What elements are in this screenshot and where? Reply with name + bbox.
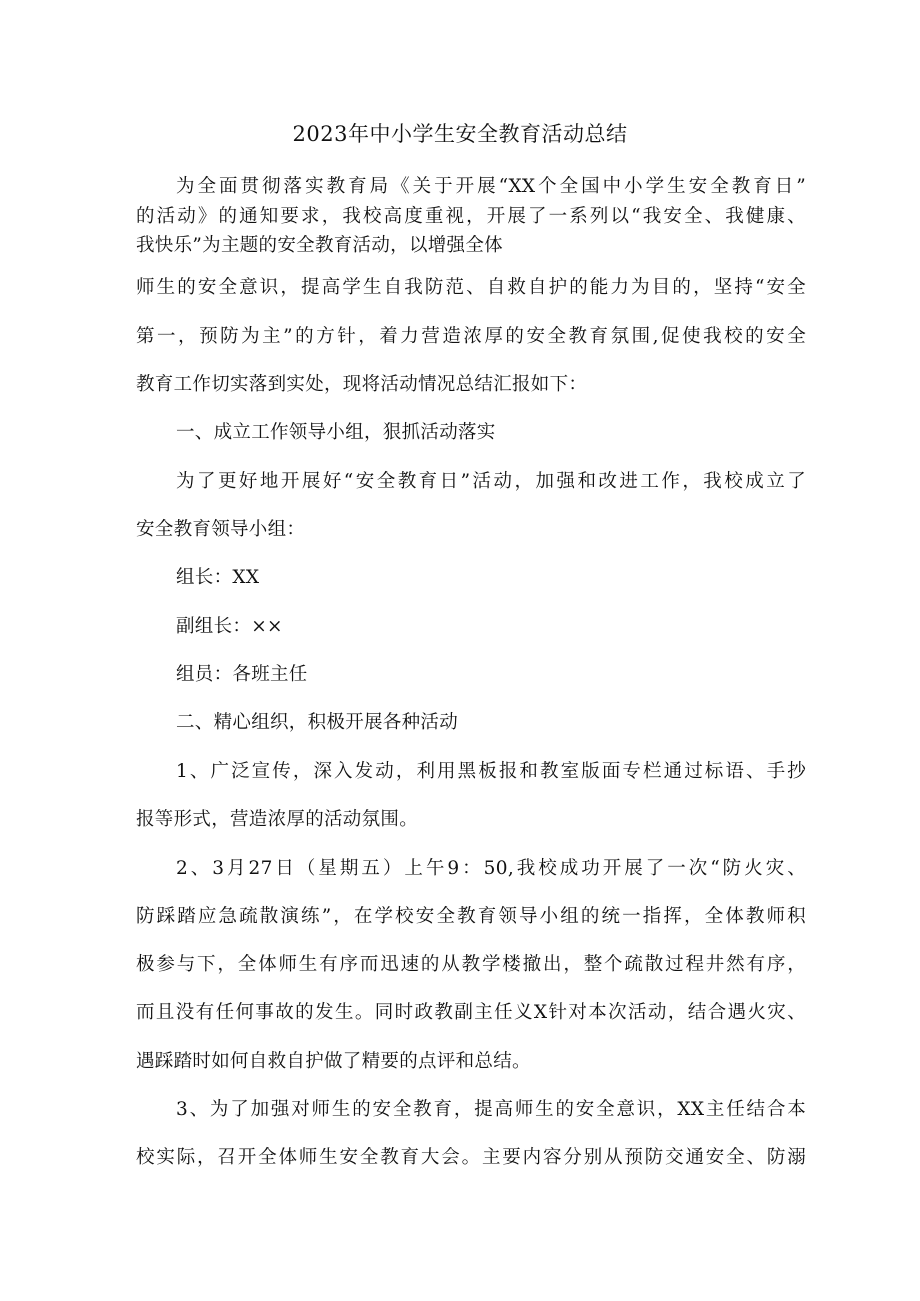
paragraph-line: 安全教育领导小组： <box>136 519 306 540</box>
paragraph-line: 遇踩踏时如何自救自护做了精要的点评和总结。 <box>136 1051 531 1072</box>
members-line: 组员：各班主任 <box>176 664 308 685</box>
paragraph-line: 1、广泛宣传，深入发动，利用黑板报和教室版面专栏通过标语、手抄 <box>176 761 806 782</box>
document-title: 2023年中小学生安全教育活动总结 <box>292 122 628 146</box>
paragraph-line: 报等形式，营造浓厚的活动氛围。 <box>136 809 419 830</box>
paragraph-line: 而且没有任何事故的发生。同时政教副主任义X针对本次活动，结合遇火灾、 <box>136 1002 806 1023</box>
section-heading: 二、精心组织，积极开展各种活动 <box>176 712 459 733</box>
paragraph-line: 2、3月27日（星期五）上午9：50,我校成功开展了一次“防火灾、 <box>176 858 806 879</box>
paragraph-line: 防踩踏应急疏散演练”，在学校安全教育领导小组的统一指挥，全体教师积 <box>136 906 806 927</box>
deputy-leader-line: 副组长：×× <box>176 616 283 637</box>
paragraph-line: 第一，预防为主”的方针，着力营造浓厚的安全教育氛围,促使我校的安全 <box>136 326 806 347</box>
paragraph-line: 极参与下，全体师生有序而迅速的从教学楼撤出，整个疏散过程井然有序， <box>136 954 806 975</box>
paragraph-line: 教育工作切实落到实处，现将活动情况总结汇报如下： <box>136 374 588 395</box>
paragraph-line: 师生的安全意识，提高学生自我防范、自救自护的能力为目的，坚持“安全 <box>136 277 806 298</box>
paragraph-line: 校实际，召开全体师生安全教育大会。主要内容分别从预防交通安全、防溺 <box>136 1147 806 1168</box>
leader-line: 组长：XX <box>176 567 260 588</box>
paragraph-line: 为了更好地开展好“安全教育日”活动，加强和改进工作，我校成立了 <box>176 471 806 492</box>
paragraph-line: 我快乐”为主题的安全教育活动，以增强全体 <box>136 235 503 256</box>
paragraph-line: 3、为了加强对师生的安全教育，提高师生的安全意识，XX主任结合本 <box>176 1099 806 1120</box>
section-heading: 一、成立工作领导小组，狠抓活动落实 <box>176 422 496 443</box>
paragraph-line: 为全面贯彻落实教育局《关于开展“XX个全国中小学生安全教育日” <box>176 176 806 197</box>
paragraph-line: 的活动》的通知要求，我校高度重视，开展了一系列以“我安全、我健康、 <box>136 206 806 227</box>
